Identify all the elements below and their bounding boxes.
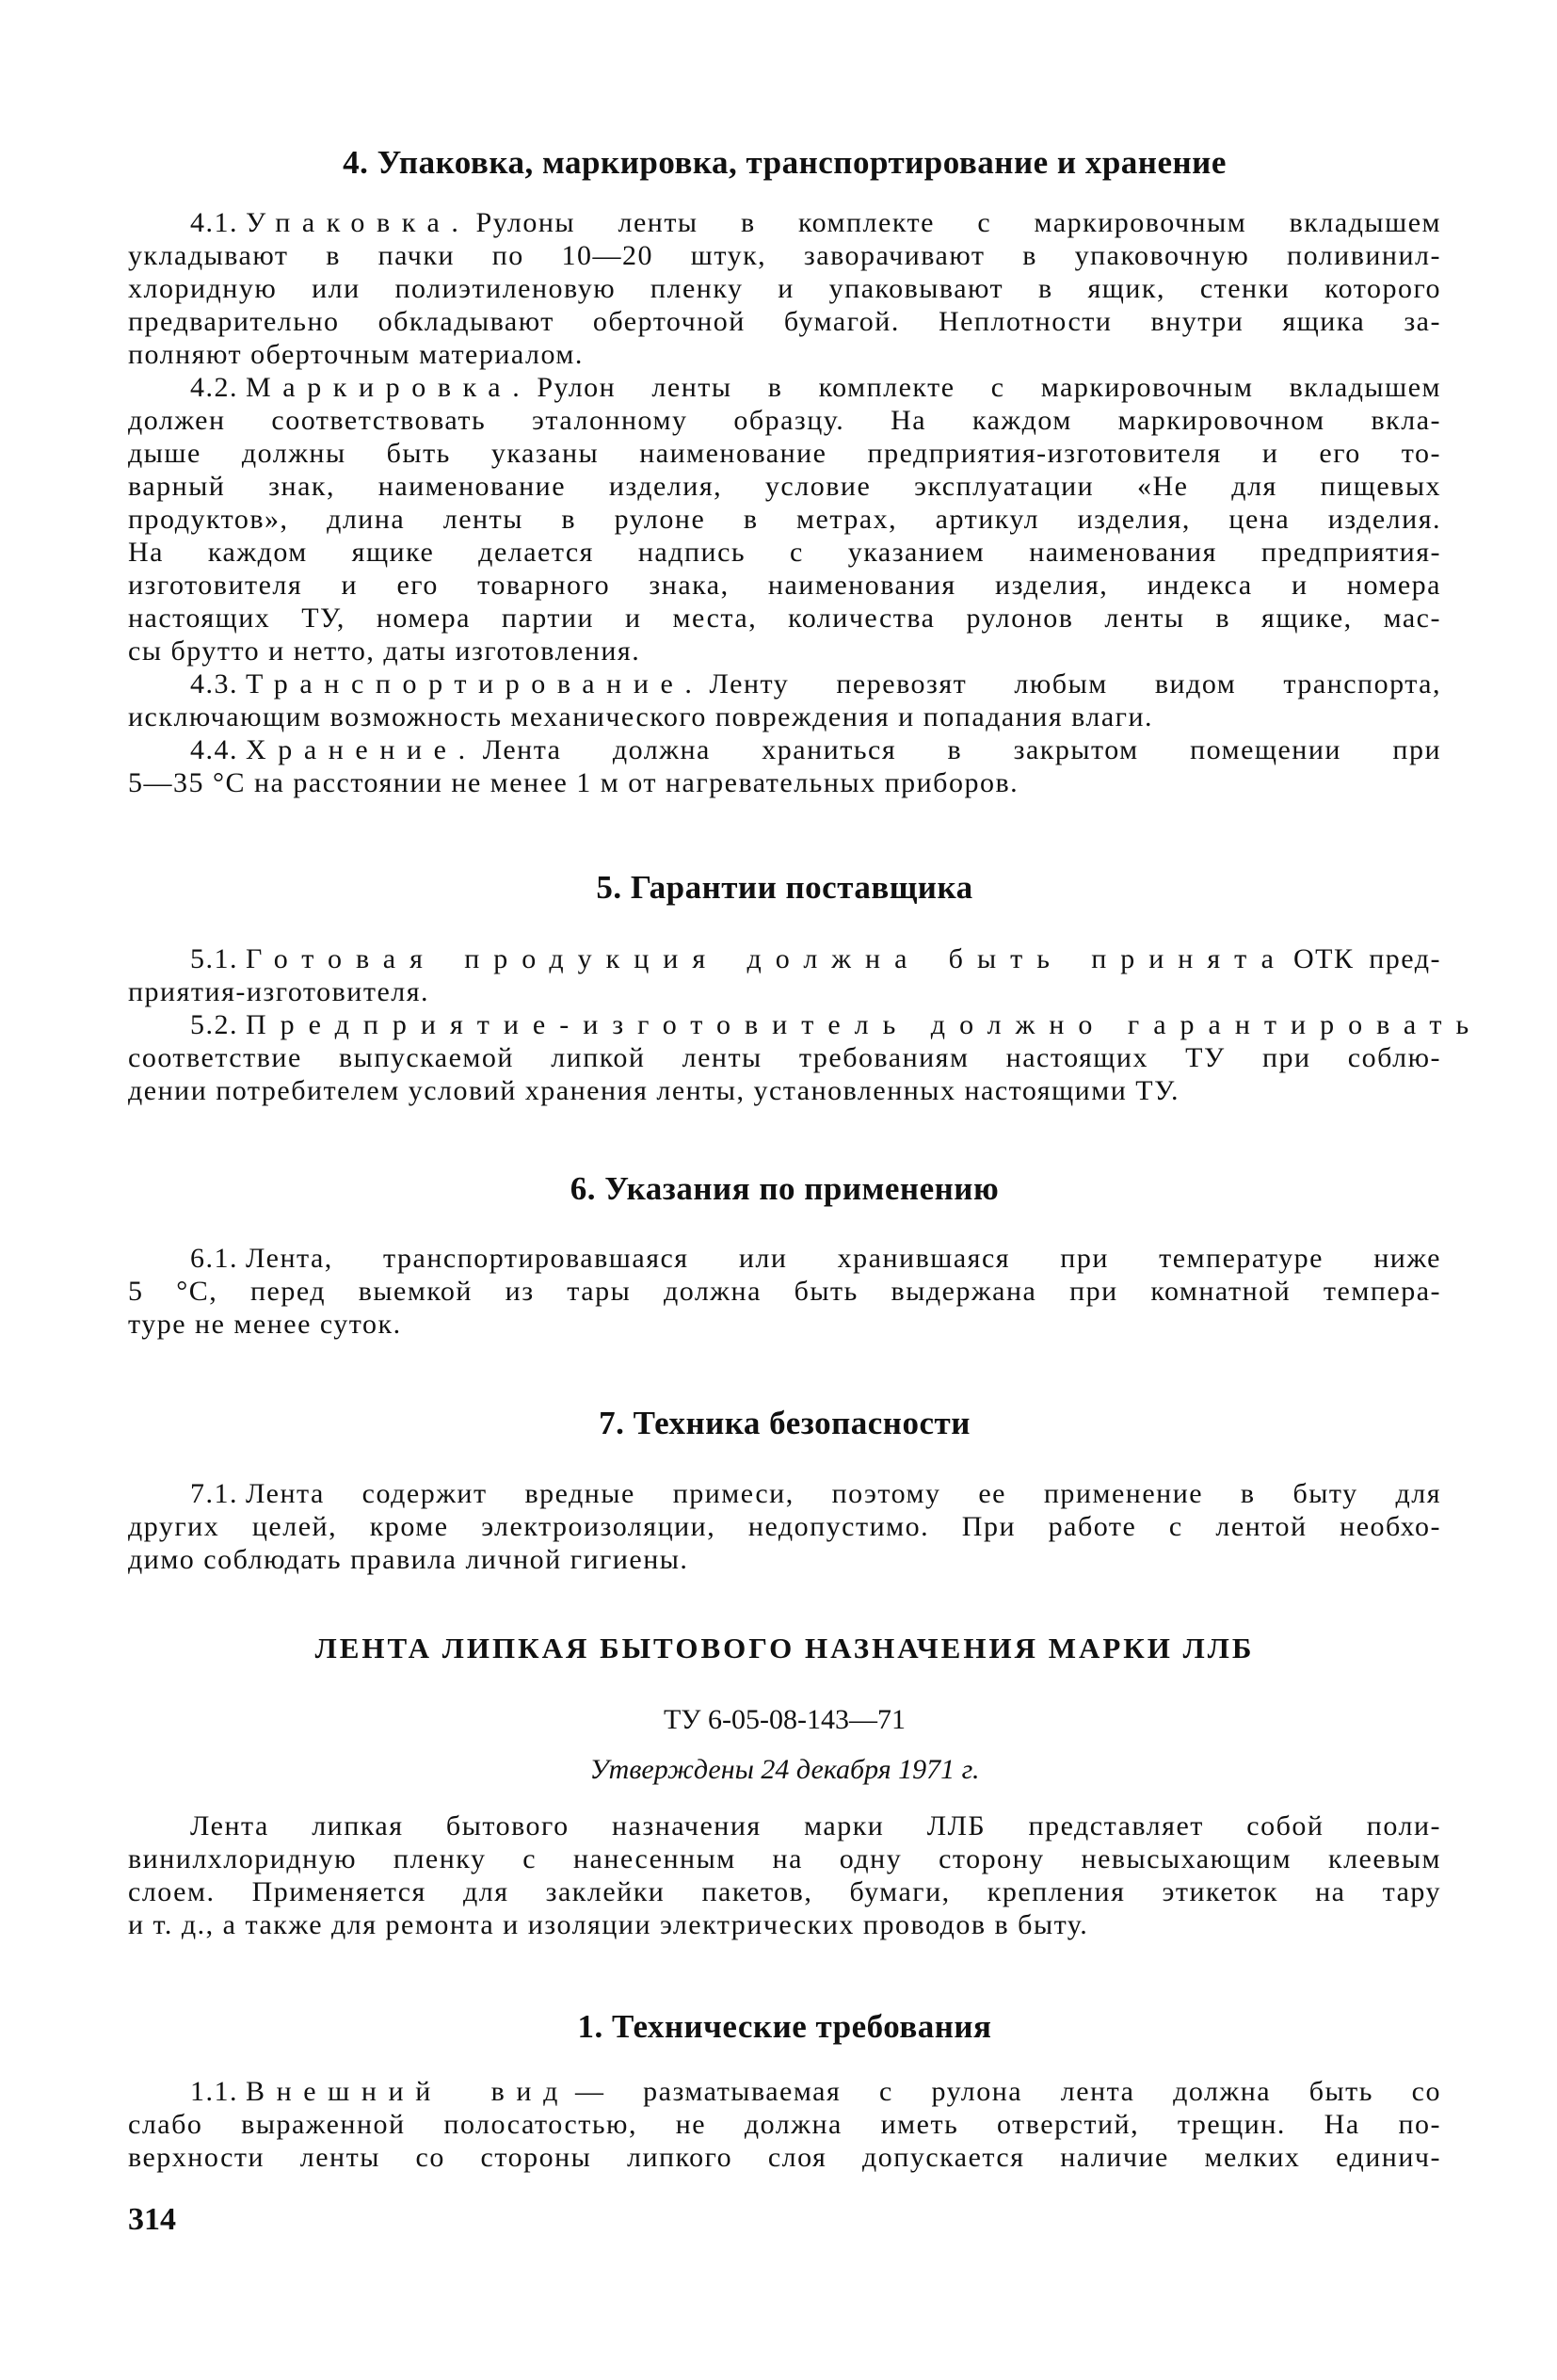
text-line (128, 1842, 1441, 1875)
clause-number: 5.1. (190, 943, 238, 974)
line-text: верхности ленты со стороны липкого слоя допускается наличие мелких единич- (128, 2142, 1441, 2173)
line-text: Лента содержит вредные примеси, поэтому ее применение в быту для (246, 1478, 1441, 1509)
clause-number: 1.1. (190, 2076, 238, 2107)
line-text: туре не менее суток. (128, 1309, 402, 1340)
text-line (128, 1242, 1441, 1275)
paragraph (128, 667, 1441, 733)
clause-number: 6.1. (190, 1243, 238, 1274)
line-text: настоящих ТУ, номера партии и места, количества рулонов ленты в ящике, мас- (128, 603, 1441, 634)
section-4 (128, 144, 1441, 799)
clause-number: 7.1. (190, 1478, 238, 1509)
intro-paragraph (128, 1809, 1441, 1941)
section-heading: 7. Техника безопасности (599, 1405, 971, 1441)
text-line (128, 536, 1441, 569)
section-heading: 1. Технические требования (577, 2008, 992, 2045)
line-text: димо соблюдать правила личной гигиены. (128, 1544, 689, 1575)
text-line (128, 1275, 1441, 1308)
clause-title: Маркировка. (246, 372, 532, 403)
section-7 (128, 1405, 1441, 1576)
text-line (128, 470, 1441, 503)
text-line (128, 667, 1441, 700)
text-line (128, 569, 1441, 602)
text-line (128, 1510, 1441, 1543)
line-text: продуктов», длина ленты в рулоне в метрах, артикул изделия, цена изделия. (128, 504, 1441, 535)
text-line (128, 371, 1441, 404)
paragraph (128, 371, 1441, 667)
text-line (128, 272, 1441, 305)
line-text: Рулон ленты в комплекте с маркировочным вкладышем (537, 372, 1441, 403)
clause-title: Упаковка. (246, 207, 471, 238)
line-text: приятия-изготовителя. (128, 976, 430, 1007)
line-text: Лента должна храниться в закрытом помещении при (482, 734, 1441, 765)
line-text: полняют оберточным материалом. (128, 339, 584, 370)
section-1-tech (128, 2008, 1441, 2174)
text-line (128, 2075, 1441, 2108)
standard-block (128, 1630, 1441, 1941)
line-text: изготовителя и его товарного знака, наименования изделия, индекса и номера (128, 570, 1441, 601)
clause-number: 5.2. (190, 1009, 238, 1040)
clause-number: 4.4. (190, 734, 238, 765)
text-line (128, 2108, 1441, 2141)
text-line (128, 1908, 1441, 1941)
line-text: На каждом ящике делается надпись с указанием наименования предприятия- (128, 537, 1441, 568)
text-line (128, 404, 1441, 437)
text-line (128, 942, 1441, 975)
text-line (128, 206, 1441, 239)
clause-title: Предприятие-изготовитель должно гарантировать (246, 1009, 1484, 1040)
text-line (128, 1074, 1441, 1107)
line-text: Ленту перевозят любым видом транспорта, (709, 668, 1441, 700)
approval-date: Утверждены 24 декабря 1971 г. (589, 1754, 980, 1785)
line-text: и т. д., а также для ремонта и изоляции электрических проводов в быту. (128, 1909, 1089, 1940)
line-text: других целей, кроме электроизоляции, недопустимо. При работе с лентой необхо- (128, 1511, 1441, 1542)
clause-title: Транспортирование. (246, 668, 704, 700)
clause-number: 4.1. (190, 207, 238, 238)
text-line (128, 635, 1441, 667)
section-6 (128, 1170, 1441, 1341)
paragraph (128, 1477, 1441, 1576)
text-line (128, 1477, 1441, 1510)
text-line (128, 766, 1441, 799)
text-line (128, 305, 1441, 338)
clause-title: Хранение. (246, 734, 477, 765)
section-heading: 4. Упаковка, маркировка, транспортирование и хранение (343, 144, 1227, 181)
line-text: Лента липкая бытового назначения марки ЛЛБ представляет собой поли- (190, 1810, 1441, 1841)
paragraph (128, 2075, 1441, 2174)
standard-code: ТУ 6-05-08-143—71 (663, 1704, 907, 1735)
text-line (128, 733, 1441, 766)
paragraph (128, 1242, 1441, 1341)
text-line (128, 338, 1441, 371)
line-text: хлоридную или полиэтиленовую пленку и упаковывают в ящик, стенки которого (128, 273, 1441, 304)
text-line (128, 1308, 1441, 1341)
paragraph (128, 206, 1441, 371)
section-heading: 5. Гарантии поставщика (596, 869, 973, 906)
line-text: укладывают в пачки по 10—20 штук, заворачивают в упаковочную поливинил- (128, 240, 1441, 271)
clause-title: Готовая продукция должна быть принята (246, 943, 1288, 974)
line-text: дении потребителем условий хранения ленты, установленных настоящими ТУ. (128, 1075, 1180, 1106)
text-line (128, 1875, 1441, 1908)
line-text: слабо выраженной полосатостью, не должна иметь отверстий, трещин. На по- (128, 2109, 1441, 2140)
clause-title: Внешний вид (246, 2076, 570, 2107)
standard-title: ЛЕНТА ЛИПКАЯ БЫТОВОГО НАЗНАЧЕНИЯ МАРКИ ЛЛБ (314, 1632, 1255, 1664)
text-line (128, 437, 1441, 470)
line-text: ОТК пред- (1292, 943, 1441, 974)
text-line (128, 602, 1441, 635)
paragraph (128, 1809, 1441, 1941)
line-text: должен соответствовать эталонному образцу. На каждом маркировочном вкла- (128, 405, 1441, 436)
text-line (128, 239, 1441, 272)
line-text: исключающим возможность механического повреждения и попадания влаги. (128, 701, 1154, 732)
clause-number: 4.2. (190, 372, 238, 403)
line-text: сы брутто и нетто, даты изготовления. (128, 635, 641, 667)
text-line (128, 2141, 1441, 2174)
text-line (128, 975, 1441, 1008)
paragraph (128, 942, 1441, 1008)
text-line (128, 1543, 1441, 1576)
section-5 (128, 869, 1484, 1107)
clause-number: 4.3. (190, 668, 238, 700)
section-heading: 6. Указания по применению (570, 1170, 1000, 1207)
text-line (128, 503, 1441, 536)
line-text: предварительно обкладывают оберточной бумагой. Неплотности внутри ящика за- (128, 306, 1441, 337)
line-text: 5 °С, перед выемкой из тары должна быть выдержана при комнатной темпера- (128, 1276, 1441, 1307)
line-text: винилхлоридную пленку с нанесенным на одну сторону невысыхающим клеевым (128, 1843, 1441, 1874)
text-line (128, 1809, 1441, 1842)
line-text: варный знак, наименование изделия, условие эксплуатации «Не для пищевых (128, 471, 1441, 502)
line-text: — разматываемая с рулона лента должна быть со (574, 2076, 1441, 2107)
paragraph (128, 1008, 1484, 1107)
line-text: слоем. Применяется для заклейки пакетов, бумаги, крепления этикеток на тару (128, 1876, 1441, 1907)
text-line (128, 1008, 1484, 1041)
line-text: дыше должны быть указаны наименование предприятия-изготовителя и его то- (128, 438, 1441, 469)
line-text: соответствие выпускаемой липкой ленты требованиям настоящих ТУ при соблю- (128, 1042, 1441, 1073)
line-text: Лента, транспортировавшаяся или хранившаяся при температуре ниже (246, 1243, 1441, 1274)
paragraph (128, 733, 1441, 799)
page-number: 314 (128, 2202, 176, 2237)
text-line (128, 1041, 1441, 1074)
line-text: Рулоны ленты в комплекте с маркировочным вкладышем (475, 207, 1441, 238)
text-line (128, 700, 1441, 733)
line-text: 5—35 °С на расстоянии не менее 1 м от нагревательных приборов. (128, 767, 1019, 798)
